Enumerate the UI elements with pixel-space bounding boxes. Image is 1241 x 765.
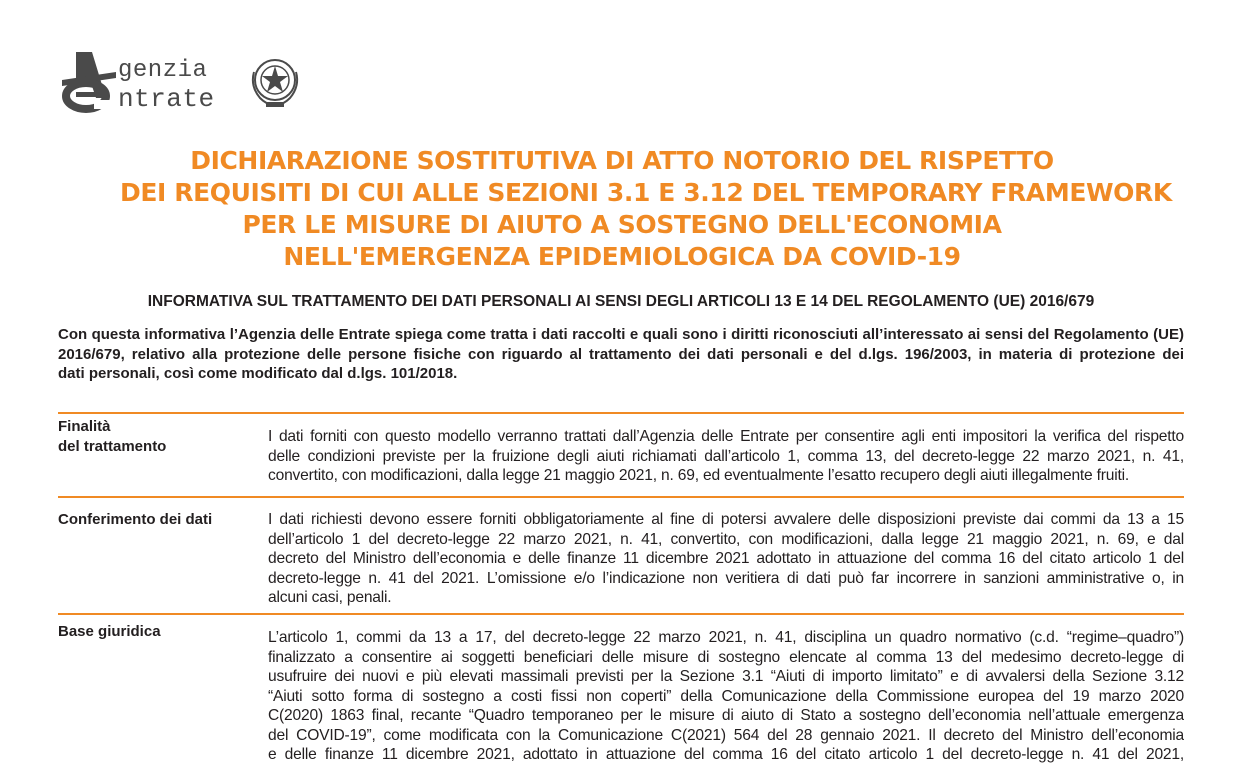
text-line: delle condizioni previste per la fruizione degli aiuti richiamati dall’articolo 1, comma 13, del decreto-legge 22 marzo 2021, n. 41, [268,447,1184,465]
text-line: finalizzato a consentire ai soggetti beneficiari delle misure di sostegno elencate al comma 13 del medesimo decreto-legge di [268,648,1184,666]
section-text-conferimento [268,510,1184,608]
intro-line: dati personali, così come modificato dal d.lgs. 101/2018. [58,365,458,382]
text-line: I dati forniti con questo modello verranno trattati dall’Agenzia delle Entrate per consentire agli enti impositori la verifica del rispetto [268,428,1184,445]
text-line: alcuni casi, penali. [268,589,392,606]
logo-word-bottom: ntrate [118,84,215,114]
intro-line: Con questa informativa l’Agenzia delle Entrate spiega come tratta i dati raccolti e quali sono i diritti riconosciuti all’interessato ai sensi del Regolamento (UE) [58,326,1184,343]
republic-emblem-icon [248,52,302,110]
text-line: I dati richiesti devono essere forniti obbligatoriamente al fine di potersi avvalere delle disposizioni previste dai commi da 13 a 15 [268,511,1184,528]
section-label-base-giuridica [58,622,258,642]
text-line: dell’articolo 1 del decreto-legge 22 marzo 2021, n. 41, convertito, con modificazioni, dalla legge 21 maggio 2021, n. 69, e dal [268,530,1184,548]
section-divider [58,412,1184,414]
intro-paragraph [58,325,1184,384]
document-title [120,145,1172,273]
privacy-notice-heading: INFORMATIVA SUL TRATTAMENTO DEI DATI PERSONALI AI SENSI DEGLI ARTICOLI 13 E 14 DEL REGOLAMENTO (UE) 2016/679 [147,293,1095,310]
section-divider [58,613,1184,615]
section-text-finalita [268,427,1184,486]
section-label-line: Finalità [58,418,111,435]
section-label-line: del trattamento [58,437,167,455]
section-label-conferimento [58,510,258,530]
text-line: usufruire dei nuovi e più elevati massimali previsti per la Sezione 3.1 “Aiuti di importo limitato” e di avvalersi della Sezione 3.12 [268,668,1184,685]
title-line: NELL'EMERGENZA EPIDEMIOLOGICA DA COVID-19 [283,242,961,271]
text-line: decreto del Ministro dell’economia e delle finanze 11 dicembre 2021 adottato in attuazione del comma 16 del citato articolo 1 del [268,550,1184,567]
text-line: del COVID-19”, come modificata con la Comunicazione C(2021) 564 del 28 gennaio 2021. Il decreto del Ministro dell’economia [268,726,1184,744]
text-line: C(2020) 1863 final, recante “Quadro temporaneo per le misure di aiuto di Stato a sostegno dell’economia nell’attuale emergenza [268,707,1184,724]
text-line: “Aiuti sotto forma di sostegno a costi fissi non coperti” della Comunicazione della Commissione europea del 19 marzo 2020 [268,687,1184,705]
section-label-line: Conferimento dei dati [58,511,213,528]
logo-word-top: genzia [118,57,208,84]
title-line: DICHIARAZIONE SOSTITUTIVA DI ATTO NOTORIO DEL RISPETTO [190,146,1054,175]
text-line: decreto-legge n. 41 del 2021. L’omissione e/o l’indicazione non veritiera di dati può far incorrere in sanzioni amministrative o, in [268,569,1184,587]
text-line: convertito, con modificazioni, dalla legge 21 maggio 2021, n. 69, ed eventualmente l’esatto recupero degli aiuti illegalmente fruiti. [268,467,1130,484]
agenzia-entrate-logo [58,46,308,116]
text-line: L’articolo 1, commi da 13 a 17, del decreto-legge 22 marzo 2021, n. 41, disciplina un quadro normativo (c.d. “regime–quadro”) [268,629,1184,646]
section-divider [58,496,1184,498]
text-line: e delle finanze 11 dicembre 2021, adottato in attuazione del comma 16 del citato articolo 1 del decreto-legge n. 41 del 2021, [268,746,1184,763]
section-label-finalita [58,417,258,456]
section-label-line: Base giuridica [58,623,161,640]
title-line: DEI REQUISITI DI CUI ALLE SEZIONI 3.1 E 3.12 DEL TEMPORARY FRAMEWORK [120,178,1172,207]
section-text-base-giuridica [268,628,1184,765]
title-line: PER LE MISURE DI AIUTO A SOSTEGNO DELL'ECONOMIA [242,210,1002,239]
intro-line: 2016/679, relativo alla protezione delle persone fisiche con riguardo al trattamento dei dati personali e del d.lgs. 196/2003, in materia di protezione dei [58,345,1184,363]
